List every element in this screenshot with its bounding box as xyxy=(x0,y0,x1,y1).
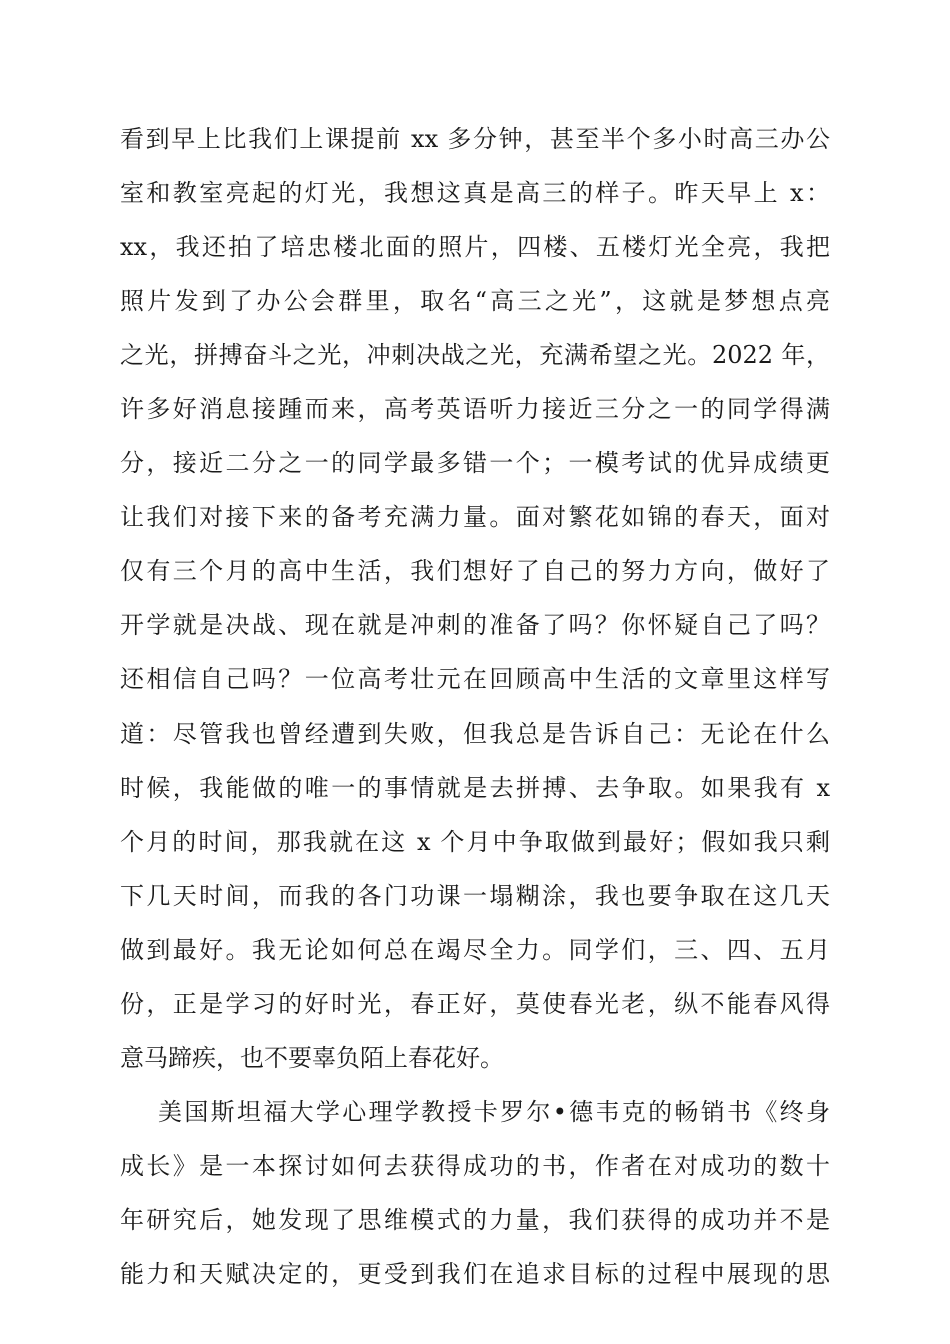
text-line: 意马蹄疾，也不要辜负陌上春花好。 xyxy=(120,1044,504,1072)
text-line: 仅有三个月的高中生活，我们想好了自己的努力方向，做好了 xyxy=(120,557,830,585)
text-line: 下几天时间，而我的各门功课一塌糊涂，我也要争取在这几天 xyxy=(120,882,830,910)
text-line: 时候，我能做的唯一的事情就是去拼搏、去争取。如果我有 x xyxy=(120,774,830,802)
text-line: 道：尽管我也曾经遭到失败，但我总是告诉自己：无论在什么 xyxy=(120,720,830,748)
text-line: 许多好消息接踵而来，高考英语听力接近三分之一的同学得满 xyxy=(120,395,830,423)
text-line: 让我们对接下来的备考充满力量。面对繁花如锦的春天，面对 xyxy=(120,503,830,531)
text-line: 看到早上比我们上课提前 xx 多分钟，甚至半个多小时高三办公 xyxy=(120,125,830,153)
text-line: 成长》是一本探讨如何去获得成功的书，作者在对成功的数十 xyxy=(120,1152,830,1180)
text-line: 年研究后，她发现了思维模式的力量，我们获得的成功并不是 xyxy=(120,1206,830,1234)
text-line: 之光，拼搏奋斗之光，冲刺决战之光，充满希望之光。2022 年， xyxy=(120,341,830,369)
text-line: 做到最好。我无论如何总在竭尽全力。同学们，三、四、五月 xyxy=(120,936,830,964)
text-line: 室和教室亮起的灯光，我想这真是高三的样子。昨天早上 x： xyxy=(120,179,830,207)
text-line: 开学就是决战、现在就是冲刺的准备了吗？你怀疑自己了吗？ xyxy=(120,611,830,639)
text-line: 照片发到了办公会群里，取名“高三之光”，这就是梦想点亮 xyxy=(120,287,830,315)
text-line: 分，接近二分之一的同学最多错一个；一模考试的优异成绩更 xyxy=(120,449,830,477)
text-line: 还相信自己吗？一位高考壮元在回顾高中生活的文章里这样写 xyxy=(120,665,830,693)
text-line: 个月的时间，那我就在这 x 个月中争取做到最好；假如我只剩 xyxy=(120,828,830,856)
text-line: 美国斯坦福大学心理学教授卡罗尔•德韦克的畅销书《终身 xyxy=(158,1098,830,1126)
text-line: 份，正是学习的好时光，春正好，莫使春光老，纵不能春风得 xyxy=(120,990,830,1018)
text-line: 能力和天赋决定的，更受到我们在追求目标的过程中展现的思 xyxy=(120,1260,830,1288)
text-line: xx，我还拍了培忠楼北面的照片，四楼、五楼灯光全亮，我把 xyxy=(120,233,830,261)
